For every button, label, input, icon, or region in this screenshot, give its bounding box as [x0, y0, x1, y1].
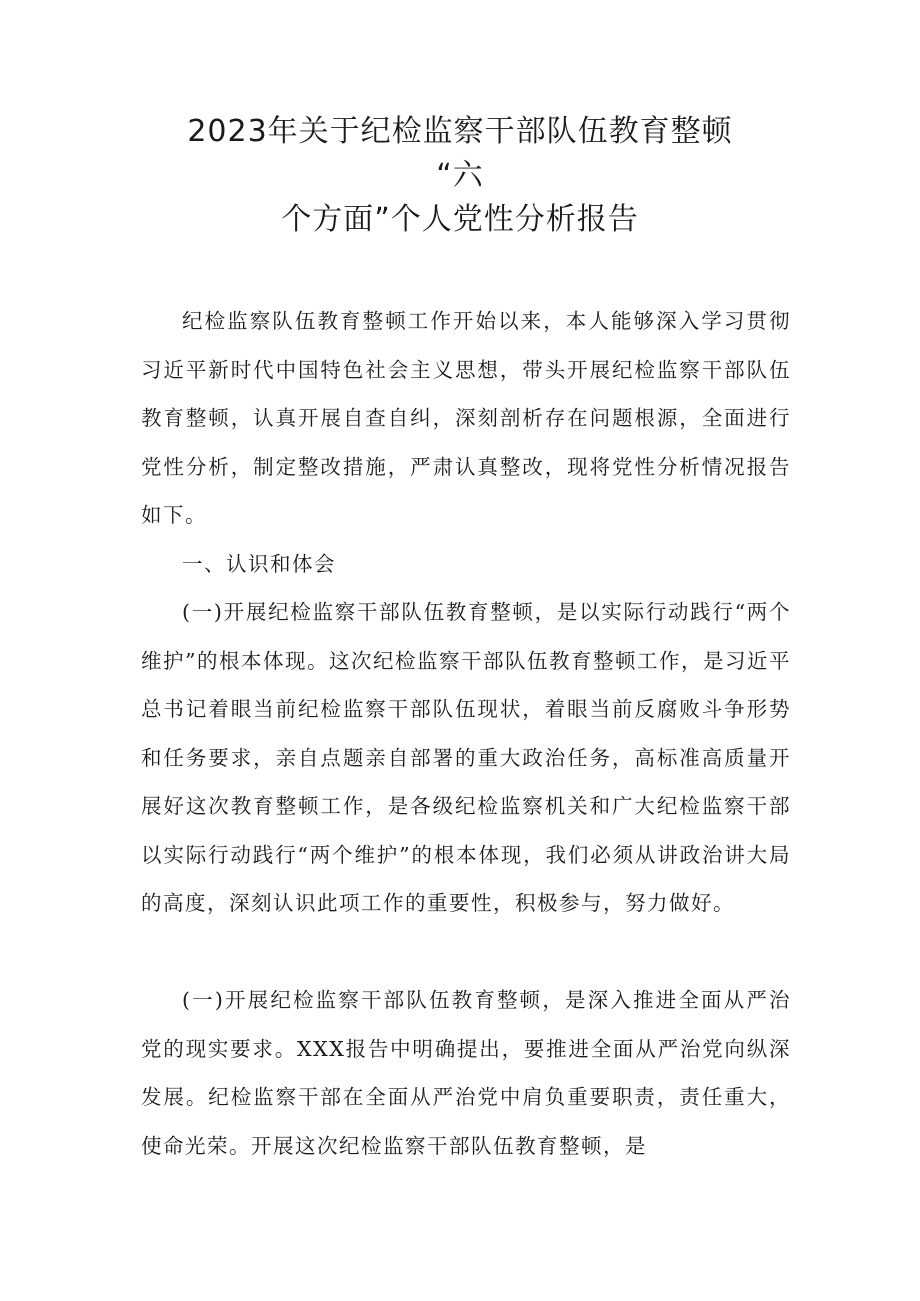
section-1a-block [141, 588, 791, 928]
section-1a-paragraph: (一)开展纪检监察干部队伍教育整顿，是以实际行动践行“两个维护”的根本体现。这次纪检监察干部队伍教育整顿工作，是习近平总书记着眼当前纪检监察干部队伍现状，着眼当前反腐败斗争形势和任务要求，亲自点题亲自部署的重大政治任务，高标准高质量开展好这次教育整顿工作，是各级纪检监察机关和广大纪检监察干部以实际行动践行“两个维护”的根本体现，我们必须从讲政治讲大局的高度，深刻认识此项工作的重要性，积极参与，努力做好。 [141, 600, 791, 915]
section-heading-1: 一、认识和体会 [182, 552, 336, 576]
section-1b-block [141, 976, 791, 1170]
title-second-line: 个方面”个人党性分析报告 [281, 202, 639, 237]
title-quote-fragment: “六 [436, 158, 484, 193]
document-title-line-2 [110, 154, 810, 198]
document-title-line-3 [110, 198, 810, 242]
section-1b-paragraph: (一)开展纪检监察干部队伍教育整顿，是深入推进全面从严治党的现实要求。XXX报告中明确提出，要推进全面从严治党向纵深发展。纪检监察干部在全面从严治党中肩负重要职责，责任重大，使命光荣。开展这次纪检监察干部队伍教育整顿，是 [141, 988, 791, 1158]
intro-paragraph: 纪检监察队伍教育整顿工作开始以来，本人能够深入学习贯彻习近平新时代中国特色社会主义思想，带头开展纪检监察干部队伍教育整顿，认真开展自查自纠，深刻剖析存在问题根源，全面进行党性分析，制定整改措施，严肃认真整改，现将党性分析情况报告如下。 [141, 309, 791, 527]
intro-paragraph-block [141, 297, 791, 540]
section-heading-block [141, 540, 791, 589]
title-main-text: 2023年关于纪检监察干部队伍教育整顿 [187, 114, 733, 149]
document-title-line-1 [110, 110, 810, 154]
